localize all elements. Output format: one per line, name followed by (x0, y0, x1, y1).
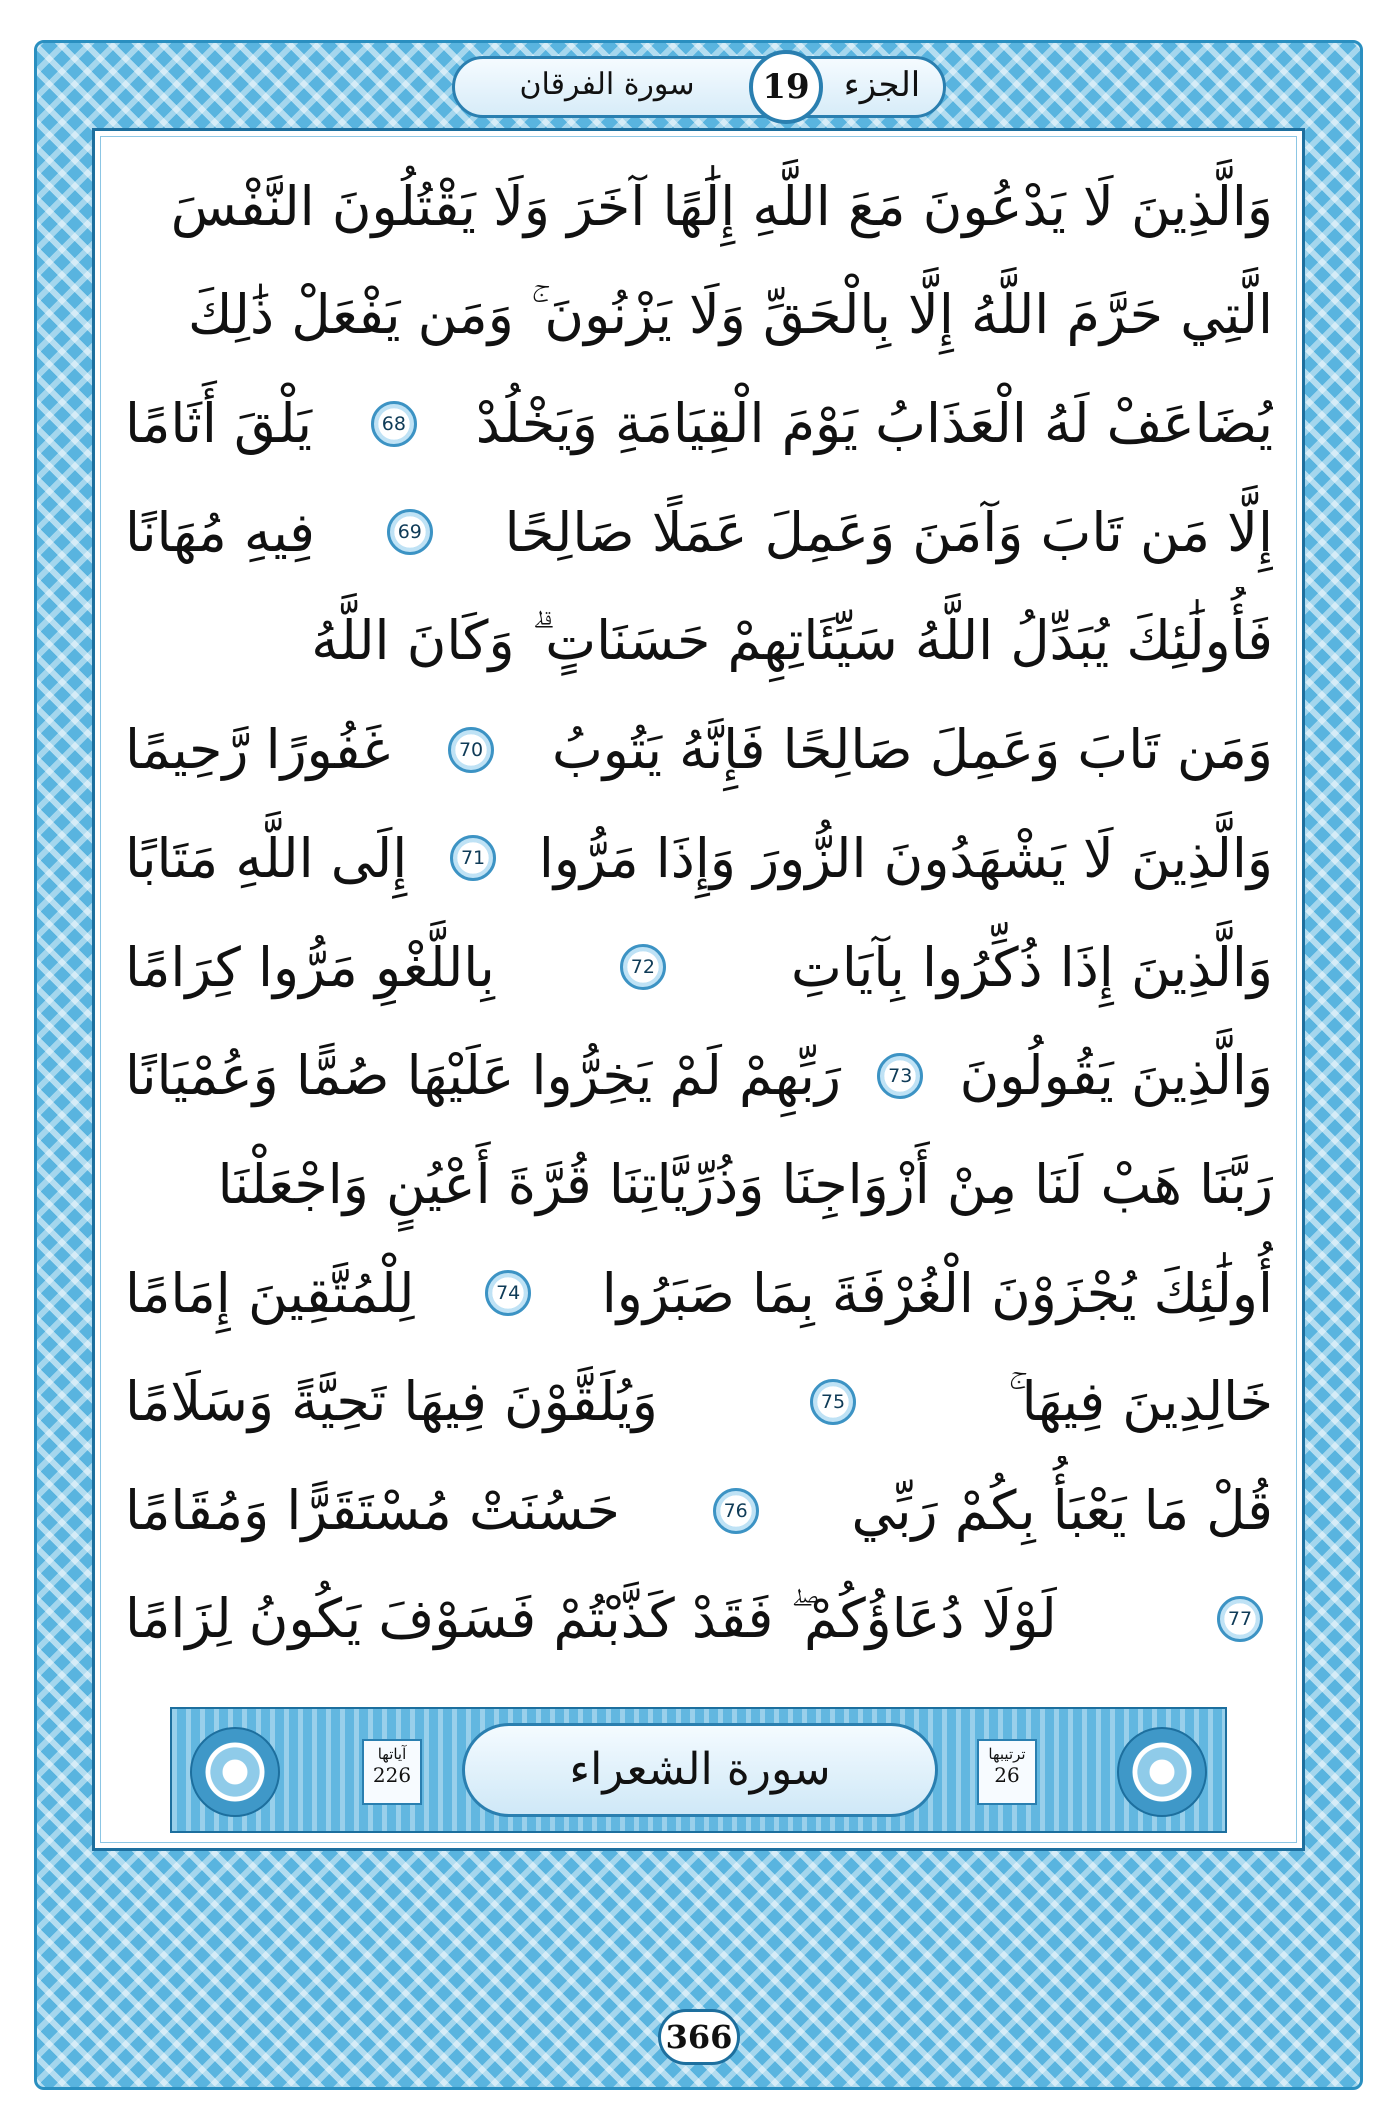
verse-segment: أُولَٰئِكَ يُجْزَوْنَ الْغُرْفَةَ بِمَا صَبَرُوا (601, 1261, 1273, 1325)
text-line (125, 478, 1273, 587)
verse-segment: وَالَّذِينَ إِذَا ذُكِّرُوا بِآيَاتِ (791, 935, 1273, 999)
verse-segment: فِيهِ مُهَانًا (125, 500, 315, 564)
text-line (125, 587, 1273, 696)
verse-segment: وَالَّذِينَ لَا يَشْهَدُونَ الزُّورَ وَإِذَا مَرُّوا (538, 826, 1273, 890)
text-line (125, 1456, 1273, 1565)
next-surah-title: سورة الشعراء (462, 1723, 938, 1817)
verse-segment: غَفُورًا رَّحِيمًا (125, 718, 391, 782)
text-line (125, 1130, 1273, 1239)
text-line (125, 1239, 1273, 1348)
verse-segment: بِاللَّغْوِ مَرُّوا كِرَامًا (125, 935, 495, 999)
text-line (125, 913, 1273, 1022)
verse-count-label: آياتها (377, 1745, 407, 1763)
rosette-ornament-icon (1117, 1727, 1207, 1817)
text-line (125, 369, 1273, 478)
verse-count-box (362, 1739, 422, 1805)
verse-segment: إِلَى اللَّهِ مَتَابًا (125, 826, 408, 890)
text-line (125, 152, 1273, 261)
verse-segment: وَيُلَقَّوْنَ فِيهَا تَحِيَّةً وَسَلَامًا (125, 1370, 658, 1434)
rosette-ornament-icon (190, 1727, 280, 1817)
verse-segment: وَالَّذِينَ لَا يَدْعُونَ مَعَ اللَّهِ إِلَٰهًا آخَرَ وَلَا يَقْتُلُونَ النَّفْسَ (170, 174, 1273, 238)
verse-text (125, 152, 1273, 1674)
juz-number: 19 (749, 50, 823, 124)
juz-label: الجزء (843, 65, 921, 105)
surah-order-label: ترتيبها (988, 1745, 1026, 1763)
ayah-marker: 73 (877, 1053, 923, 1099)
verse-segment: قُلْ مَا يَعْبَأُ بِكُمْ رَبِّي (851, 1479, 1273, 1543)
surah-order: 26 (994, 1763, 1020, 1787)
text-line (125, 261, 1273, 370)
ayah-marker: 71 (450, 835, 496, 881)
verse-segment: لِلْمُتَّقِينَ إِمَامًا (125, 1261, 415, 1325)
ayah-marker: 75 (810, 1379, 856, 1425)
verse-segment: فَأُولَٰئِكَ يُبَدِّلُ اللَّهُ سَيِّئَاتِهِمْ حَسَنَاتٍ ۗ وَكَانَ اللَّهُ (311, 609, 1273, 673)
surah-title: سورة الفرقان (519, 67, 695, 102)
ayah-marker: 72 (620, 944, 666, 990)
verse-segment: حَسُنَتْ مُسْتَقَرًّا وَمُقَامًا (125, 1479, 620, 1543)
ayah-marker: 77 (1217, 1596, 1263, 1642)
verse-segment: يُضَاعَفْ لَهُ الْعَذَابُ يَوْمَ الْقِيَامَةِ وَيَخْلُدْ (475, 392, 1273, 456)
text-line (125, 804, 1273, 913)
verse-segment: يَلْقَ أَثَامًا (125, 392, 312, 456)
text-line (125, 1348, 1273, 1457)
verse-segment: إِلَّا مَن تَابَ وَآمَنَ وَعَمِلَ عَمَلًا صَالِحًا (504, 500, 1273, 564)
ayah-marker: 74 (485, 1270, 531, 1316)
surah-order-box (977, 1739, 1037, 1805)
page-number: 366 (658, 2009, 740, 2065)
ayah-marker: 70 (448, 727, 494, 773)
ayah-marker: 69 (387, 509, 433, 555)
verse-segment: خَالِدِينَ فِيهَا ۚ (1008, 1369, 1273, 1433)
verse-segment: رَبِّهِمْ لَمْ يَخِرُّوا عَلَيْهَا صُمًّا وَعُمْيَانًا (125, 1044, 841, 1108)
verse-segment: وَالَّذِينَ يَقُولُونَ (959, 1044, 1273, 1108)
text-line (125, 1565, 1273, 1674)
verse-segment: الَّتِي حَرَّمَ اللَّهُ إِلَّا بِالْحَقِّ وَلَا يَزْنُونَ ۚ وَمَن يَفْعَلْ ذَٰلِكَ (188, 283, 1273, 347)
text-line (125, 695, 1273, 804)
verse-segment: رَبَّنَا هَبْ لَنَا مِنْ أَزْوَاجِنَا وَذُرِّيَّاتِنَا قُرَّةَ أَعْيُنٍ وَاجْعَلْنَا (217, 1153, 1273, 1217)
verse-count: 226 (372, 1763, 412, 1787)
verse-segment: وَمَن تَابَ وَعَمِلَ صَالِحًا فَإِنَّهُ يَتُوبُ (551, 718, 1273, 782)
verse-segment: لَوْلَا دُعَاؤُكُمْ ۖ فَقَدْ كَذَّبْتُمْ فَسَوْفَ يَكُونُ لِزَامًا (125, 1587, 1057, 1651)
text-line (125, 1022, 1273, 1131)
ayah-marker: 76 (713, 1488, 759, 1534)
ayah-marker: 68 (371, 401, 417, 447)
surah-banner (170, 1707, 1227, 1833)
page-header (452, 48, 946, 126)
